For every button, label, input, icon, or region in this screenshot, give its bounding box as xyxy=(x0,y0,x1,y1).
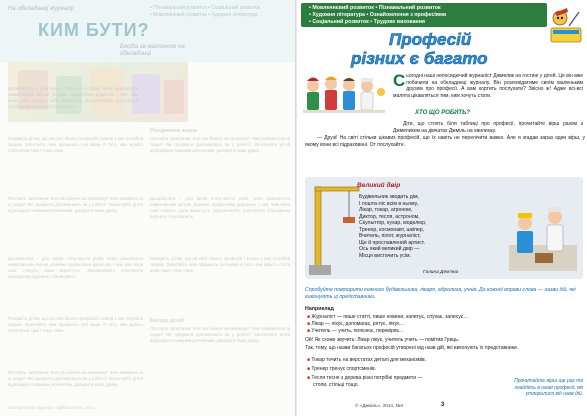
poem-line: Ось який великий двір — xyxy=(359,246,420,252)
poem-lines xyxy=(359,194,499,259)
crane-illustration xyxy=(305,177,361,279)
bullet-line: ■ Лікар — лікує, допомагає, рятує, лікує… xyxy=(307,321,405,327)
bullet-line: ■ Журналіст — пише статті, пише новини, запитує, слухає, записує… xyxy=(307,314,469,320)
side-note: Прочитайте вірш ще раз та знайдіть в назві професії, які утворилися від назв дій. xyxy=(514,378,583,397)
poem-line: Ще й прославлений артист. xyxy=(359,239,426,246)
bullet-line: ■ Тесля тесне з дерева різні потрібні предмети — xyxy=(307,375,423,381)
poem-line: Вчитель, пілот, журналіст, xyxy=(359,233,421,239)
bullet-line: ■ Учитель — учить, пояснює, перевіряє… xyxy=(307,328,405,334)
article-title xyxy=(351,30,531,72)
right-page xyxy=(297,0,587,416)
example-label: Наприклад xyxy=(305,306,334,312)
page-footer: © «Джміль», 2014, №4 xyxy=(355,403,404,408)
poem-line: Місця вистачить усім. xyxy=(359,252,412,259)
rubric-line: • Мовленнєвий розвиток • Пізнавальний розвиток xyxy=(309,5,441,11)
journalist-bee-logo-icon xyxy=(545,6,585,46)
workers-illustration xyxy=(505,183,581,275)
dialogue-line: Так, тому, що назви багатьох професій утворені від назв дій, які виконують їх представники. xyxy=(305,345,519,351)
poem-box xyxy=(305,177,583,279)
poem-author: Галина Дем’яна xyxy=(423,270,459,275)
intro-text: ьогодні наші непосидючий журналіст Джмелик на гостині у дітей. Це він вже побачили на обкладинці журналу. Він розповідатиме своїм маленьким друзям про професії. А вам кортить послухати? Звісно ж! Адже всі-всі малята цікавляться тим, ким хочуть стати. xyxy=(393,73,583,99)
task-instruction: Спробуйте повторити кожного будівельника, лікаря, гідролога, учнів. До кожної вправи слова — назви дій, які виконують ці представники. xyxy=(305,287,576,300)
poem-line: Будівельник зводить дім, xyxy=(359,194,419,200)
children-group-illustration xyxy=(301,72,387,122)
rubric-line: • Соціальний розвиток • Трудове виховання xyxy=(309,19,426,25)
rubric-bar xyxy=(301,3,547,27)
intro-paragraph xyxy=(393,73,583,99)
bullet-line-continued: столи, стільці тощо. xyxy=(313,382,359,388)
intro-dropcap: С xyxy=(393,71,406,90)
title-line-1: Професій xyxy=(389,30,472,49)
dialogue-line: Ой! Як схоже звучить: Лікар лікує, учитель учить — помітив Гриць. xyxy=(305,337,460,343)
page-number: 3 xyxy=(441,402,445,408)
rubric-line: • Художня література • Ознайомлення з професіями xyxy=(309,12,447,18)
poem-line: Лікар, токар, агроном, xyxy=(359,207,413,213)
poem-line: Диктор, тесля, астроном, xyxy=(359,213,420,220)
section-heading: ХТО ЩО РОБИТЬ? xyxy=(415,110,470,116)
title-line-2: різних є багато xyxy=(351,49,488,68)
bullet-line: ■ Токар точить на верстатах деталі для механізмів. xyxy=(307,357,427,363)
poem-line: Скульптор, кухар, моделюр, xyxy=(359,220,427,226)
poem-line: І пошта-ліс всім в ньому, xyxy=(359,200,419,207)
poem-title: Великий двір xyxy=(357,182,401,189)
body-paragraph: Діти, що стоять біля таблиці про професії, прочитайте вірш разом з Джмеликом на дівчатах Джміль на хвилинку. xyxy=(393,121,583,134)
bullet-line: ■ Тренер тренує спортсменів. xyxy=(307,366,377,372)
poem-line: Тренер, космонавт, шкіпер, xyxy=(359,226,425,233)
body-paragraph: — Друзі! На світі стільки цікавих професій, що їх навіть не перелічити важко. Але я згадав зараз один вірш, у якому вони всі підраховані. От послухайте. xyxy=(305,135,585,148)
